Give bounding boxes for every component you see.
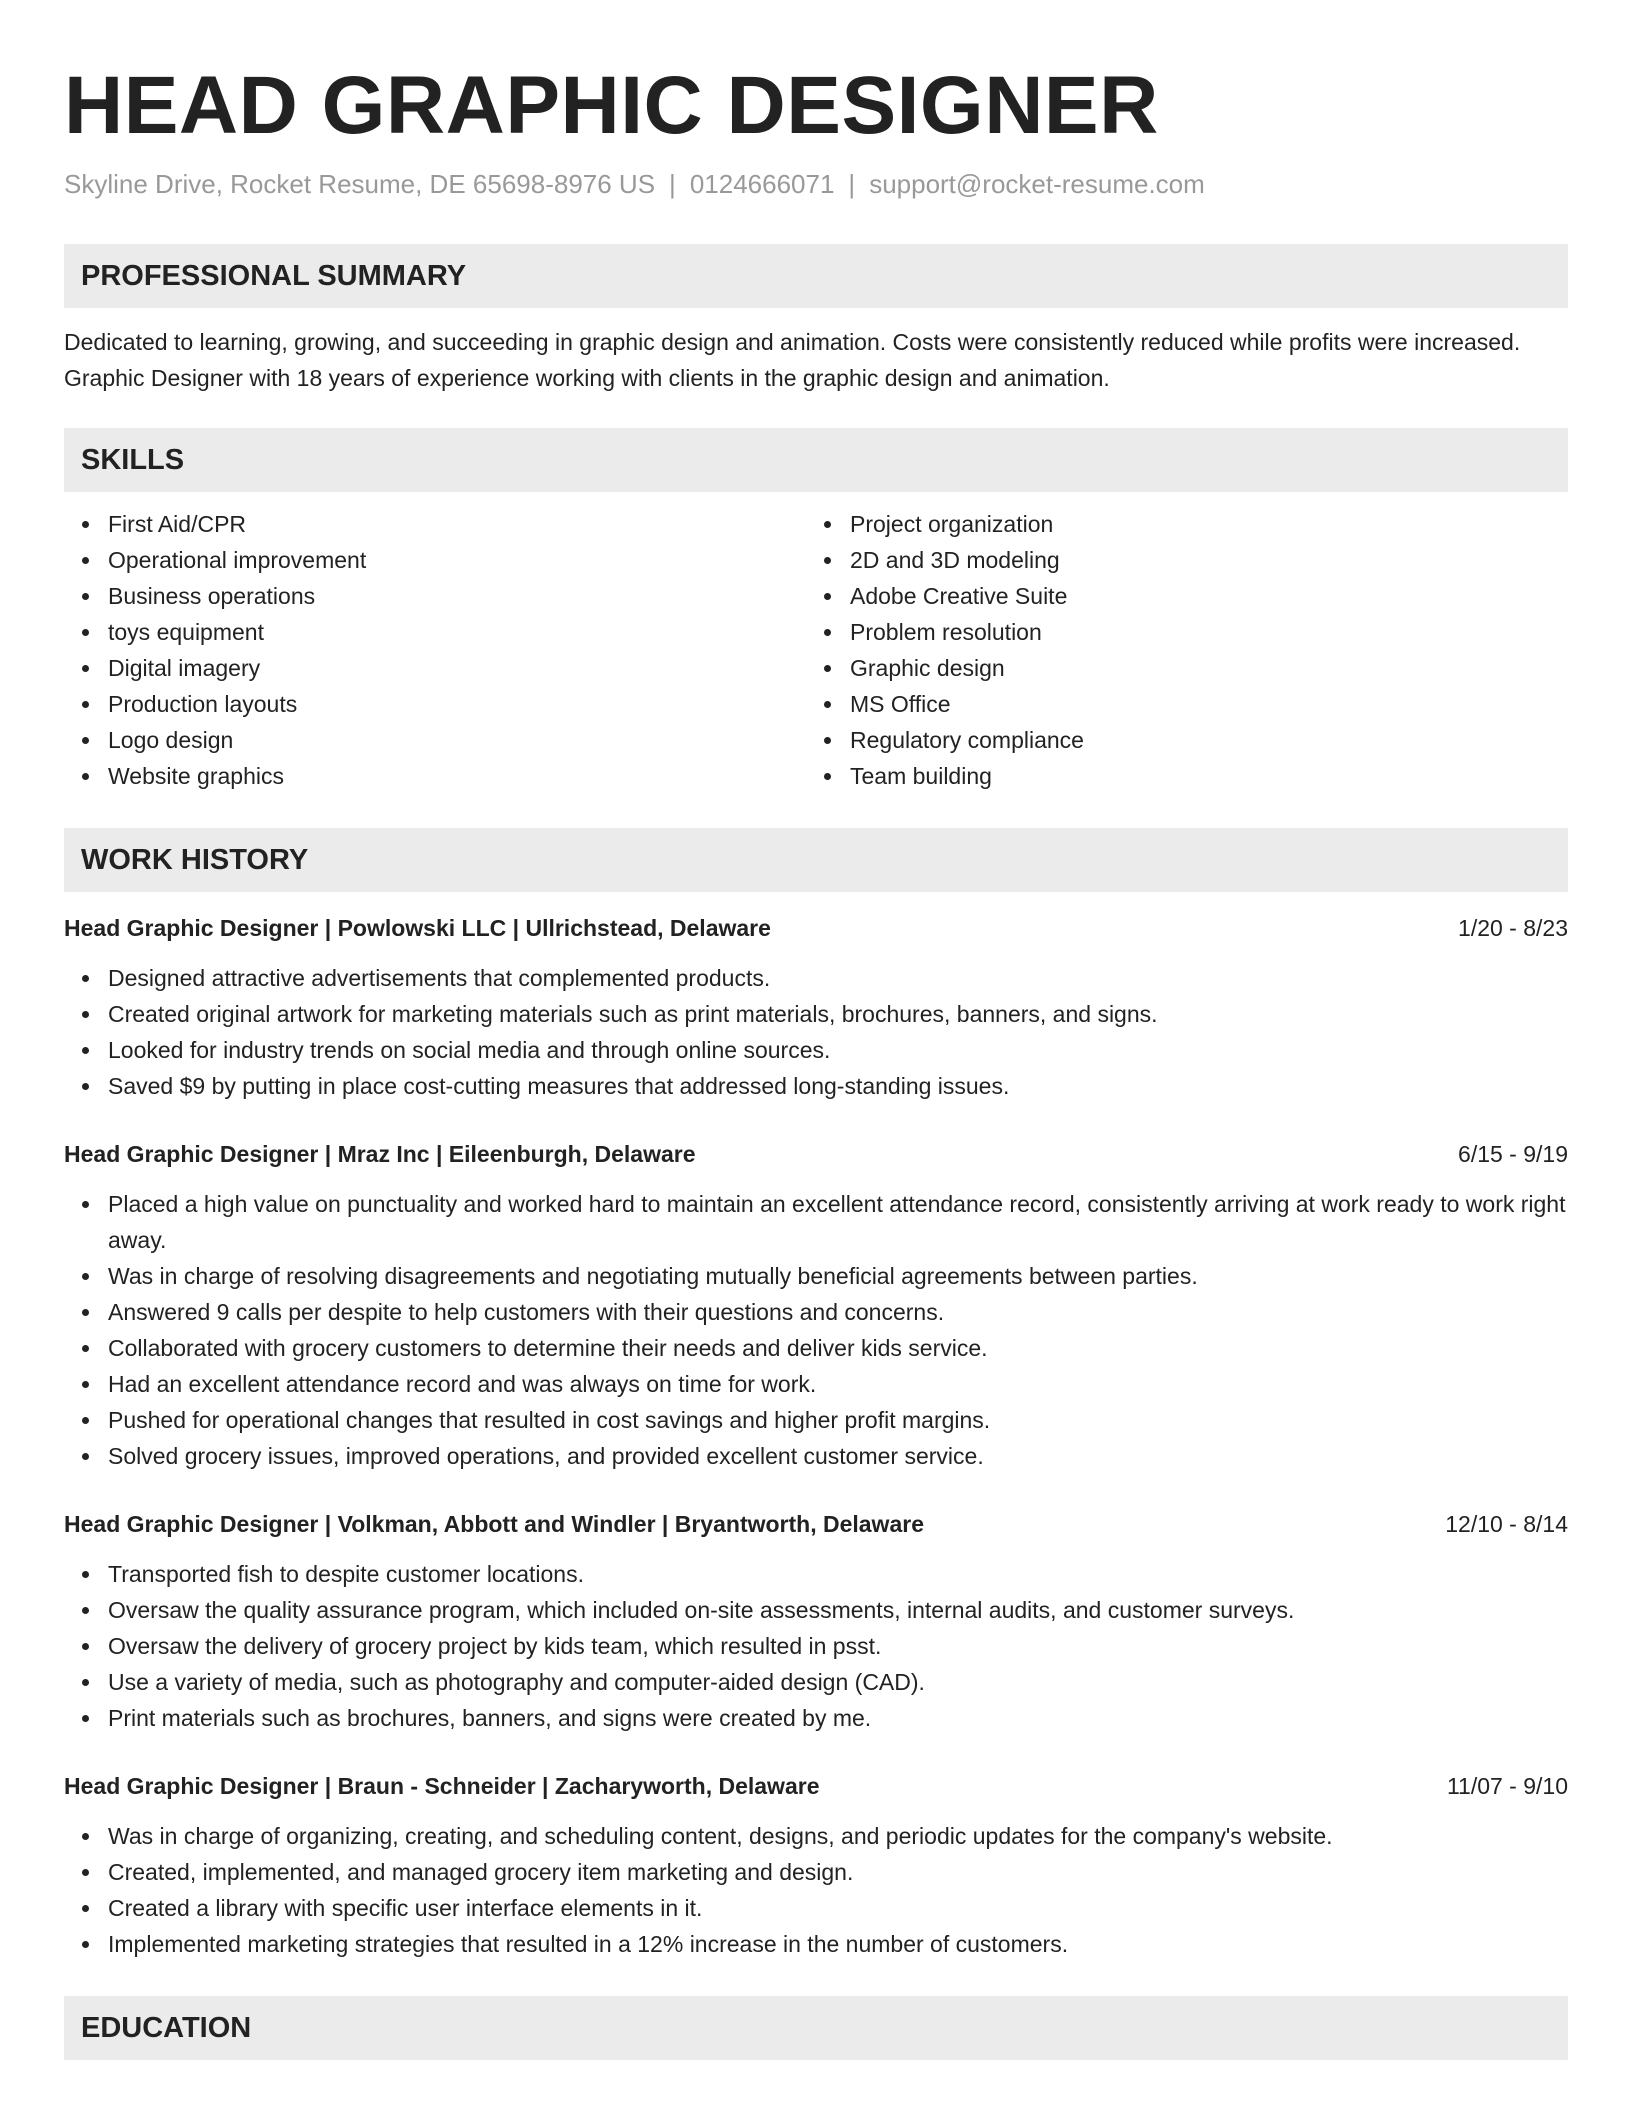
job-bullet: Created, implemented, and managed grocery item marketing and design. [64,1854,1568,1890]
job-bullet: Print materials such as brochures, banners, and signs were created by me. [64,1700,1568,1736]
job-bullets [64,1818,1568,1962]
job-dates: 11/07 - 9/10 [1446,1773,1568,1799]
job-entry [64,1506,1568,1736]
job-header [64,1136,1568,1172]
job-bullet: Looked for industry trends on social media and through online sources. [64,1032,1568,1068]
job-title: Head Graphic Designer | Powlowski LLC | Ullrichstead, Delaware [64,915,771,941]
skill-item: Operational improvement [64,542,806,578]
skill-item: Logo design [64,722,806,758]
job-bullet: Was in charge of organizing, creating, and scheduling content, designs, and periodic updates for the company's website. [64,1818,1568,1854]
contact-separator: | [848,169,856,199]
job-entry [64,910,1568,1104]
job-title: Head Graphic Designer | Braun - Schneider | Zacharyworth, Delaware [64,1773,820,1799]
job-bullet: Oversaw the quality assurance program, which included on-site assessments, internal audits, and customer surveys. [64,1592,1568,1628]
skill-item: Project organization [806,506,1548,542]
skill-item: Business operations [64,578,806,614]
skill-item: Website graphics [64,758,806,794]
job-bullet: Placed a high value on punctuality and worked hard to maintain an excellent attendance record, consistently arriving at work ready to work right away. [64,1186,1568,1258]
job-bullet: Saved $9 by putting in place cost-cutting measures that addressed long-standing issues. [64,1068,1568,1104]
skill-item: Regulatory compliance [806,722,1548,758]
job-dates: 6/15 - 9/19 [1458,1141,1568,1167]
resume-page [64,0,1568,2060]
job-dates: 1/20 - 8/23 [1458,915,1568,941]
skill-item: Team building [806,758,1548,794]
contact-address: Skyline Drive, Rocket Resume, DE 65698-8976 US [64,169,656,199]
job-header [64,1768,1568,1804]
job-bullet: Designed attractive advertisements that complemented products. [64,960,1568,996]
section-header-work-history: WORK HISTORY [64,828,1568,892]
summary-text: Dedicated to learning, growing, and succeeding in graphic design and animation. Costs were consistently reduced while profits were increased. Graphic Designer with 18 years of experience working with clients in the graphic design and animation. [64,329,1521,391]
job-dates: 12/10 - 8/14 [1445,1511,1568,1537]
contact-line [64,166,1568,202]
skill-item: MS Office [806,686,1548,722]
resume-name-title: HEAD GRAPHIC DESIGNER [64,60,1159,151]
section-header-education: EDUCATION [64,1996,1568,2060]
job-header [64,1506,1568,1542]
job-bullet: Solved grocery issues, improved operations, and provided excellent customer service. [64,1438,1568,1474]
job-title: Head Graphic Designer | Mraz Inc | Eileenburgh, Delaware [64,1141,696,1167]
skill-item: Problem resolution [806,614,1548,650]
job-bullets [64,960,1568,1104]
job-bullet: Was in charge of resolving disagreements and negotiating mutually beneficial agreements between parties. [64,1258,1568,1294]
skill-item: toys equipment [64,614,806,650]
skill-item: First Aid/CPR [64,506,806,542]
skill-item: Production layouts [64,686,806,722]
skill-item: Adobe Creative Suite [806,578,1548,614]
job-bullet: Had an excellent attendance record and was always on time for work. [64,1366,1568,1402]
section-header-summary: PROFESSIONAL SUMMARY [64,244,1568,308]
job-bullet: Answered 9 calls per despite to help customers with their questions and concerns. [64,1294,1568,1330]
job-bullet: Transported fish to despite customer locations. [64,1556,1568,1592]
job-entry [64,1136,1568,1474]
skill-item: 2D and 3D modeling [806,542,1548,578]
contact-email: support@rocket-resume.com [869,169,1205,199]
job-bullet: Oversaw the delivery of grocery project by kids team, which resulted in psst. [64,1628,1568,1664]
job-bullet: Collaborated with grocery customers to determine their needs and deliver kids service. [64,1330,1568,1366]
skill-item: Graphic design [806,650,1548,686]
contact-separator: | [669,169,676,199]
job-bullet: Pushed for operational changes that resulted in cost savings and higher profit margins. [64,1402,1568,1438]
job-bullet: Use a variety of media, such as photography and computer-aided design (CAD). [64,1664,1568,1700]
skills-list [64,506,1568,794]
skill-item: Digital imagery [64,650,806,686]
skills-column-right [806,506,1548,794]
job-header [64,910,1568,946]
job-bullets [64,1556,1568,1736]
skills-column-left [64,506,806,794]
job-bullet: Implemented marketing strategies that resulted in a 12% increase in the number of customers. [64,1926,1568,1962]
job-bullets [64,1186,1568,1474]
job-title: Head Graphic Designer | Volkman, Abbott and Windler | Bryantworth, Delaware [64,1511,924,1537]
contact-phone: 0124666071 [689,169,835,199]
job-entry [64,1768,1568,1962]
job-bullet: Created a library with specific user interface elements in it. [64,1890,1568,1926]
job-bullet: Created original artwork for marketing materials such as print materials, brochures, banners, and signs. [64,996,1568,1032]
section-header-skills: SKILLS [64,428,1568,492]
